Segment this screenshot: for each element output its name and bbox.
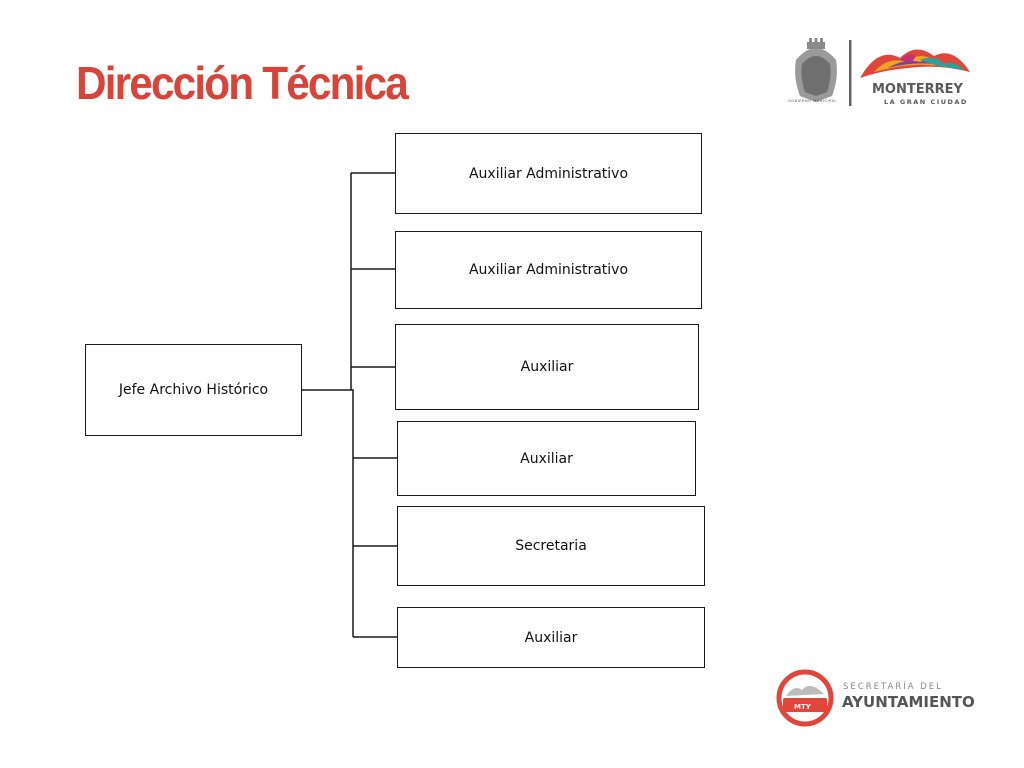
city-tagline: LA GRAN CIUDAD [884, 98, 968, 106]
org-node-child [397, 506, 705, 586]
org-node-child [397, 607, 705, 668]
org-node-root-label: Jefe Archivo Histórico [118, 382, 269, 398]
mty-badge-icon [779, 672, 831, 724]
org-node-child [397, 421, 696, 496]
org-node-label: Auxiliar Administrativo [468, 165, 629, 182]
org-node-label: Auxiliar Administrativo [468, 262, 629, 278]
municipal-caption: GOBIERNO MUNICIPAL [788, 99, 838, 103]
mty-badge-label: MTY [794, 703, 811, 711]
monterrey-mountains-icon [860, 49, 970, 78]
root-connector [301, 390, 353, 637]
org-node-child [395, 133, 702, 214]
org-node-label: Auxiliar [520, 359, 574, 375]
ayuntamiento-label: AYUNTAMIENTO [842, 693, 975, 711]
logo-divider [849, 40, 852, 106]
slide-title: Dirección Técnica [76, 57, 407, 109]
org-node-root [85, 344, 302, 436]
municipal-crest-icon [795, 38, 837, 102]
org-node-label: Auxiliar [524, 629, 578, 646]
org-node-child [395, 231, 702, 309]
org-node-label: Auxiliar [520, 450, 573, 467]
secretaria-label: SECRETARÍA DEL [843, 682, 943, 692]
city-name: MONTERREY [872, 82, 963, 97]
org-node-label: Secretaria [515, 538, 587, 554]
org-node-child [395, 324, 699, 410]
